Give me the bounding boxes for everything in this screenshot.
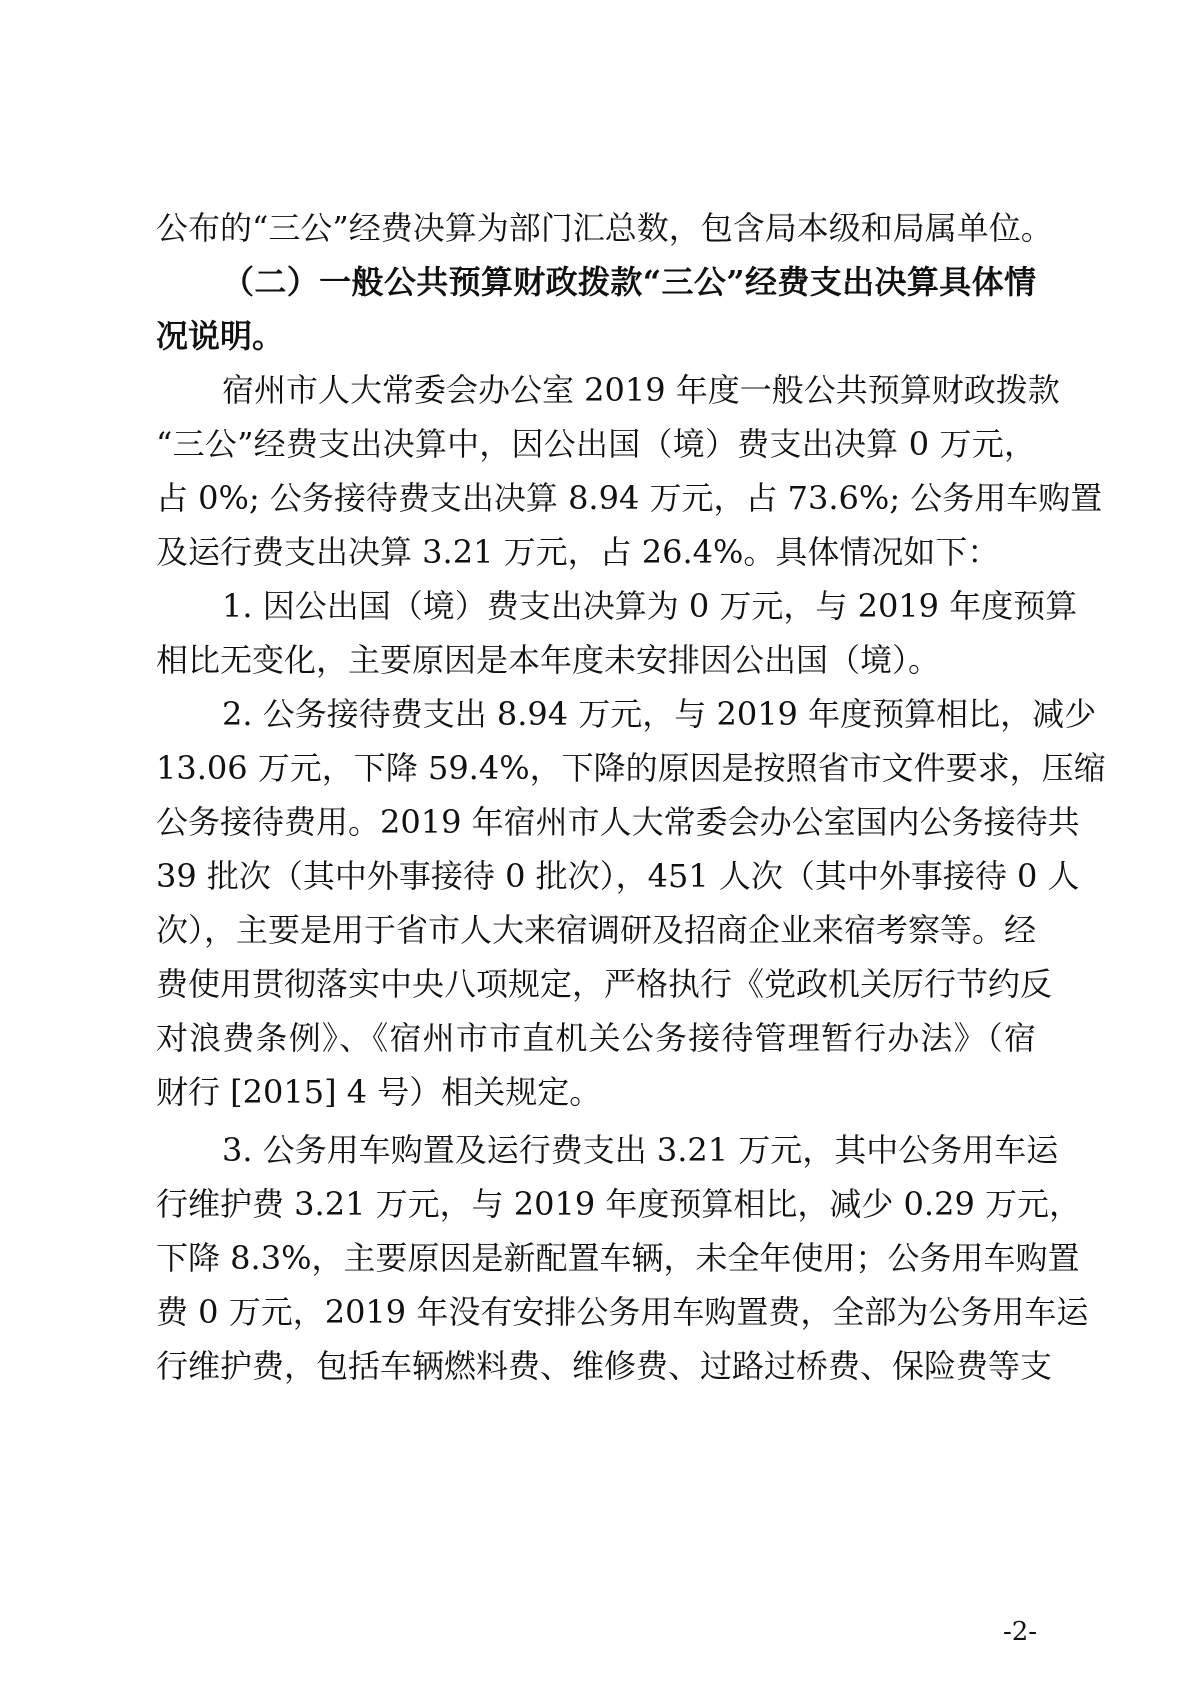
paragraph-line-5: “三公”经费支出决算中，因公出国（境）费支出决算 0 万元， <box>156 425 1036 463</box>
paragraph-line-1: 公布的“三公”经费决算为部门汇总数，包含局本级和局属单位。 <box>156 209 1053 247</box>
list-item-2-line-1: 2. 公务接待费支出 8.94 万元，与 2019 年度预算相比，减少 <box>222 695 1097 733</box>
list-item-2-line-2: 13.06 万元，下降 59.4%，下降的原因是按照省市文件要求，压缩 <box>156 749 1106 787</box>
list-item-3-line-4: 费 0 万元，2019 年没有安排公务用车购置费，全部为公务用车运 <box>156 1293 1089 1331</box>
list-item-2-line-7: 对浪费条例》、《宿州市市直机关公务接待管理暂行办法》（宿 <box>156 1019 1036 1057</box>
list-item-3-line-3: 下降 8.3%，主要原因是新配置车辆，未全年使用；公务用车购置 <box>156 1239 1080 1277</box>
paragraph-line-7: 及运行费支出决算 3.21 万元，占 26.4%。具体情况如下： <box>156 533 1000 571</box>
list-item-3-line-1: 3. 公务用车购置及运行费支出 3.21 万元，其中公务用车运 <box>222 1131 1059 1169</box>
list-item-2-line-3: 公务接待费用。2019 年宿州市人大常委会办公室国内公务接待共 <box>156 803 1080 841</box>
list-item-2-line-5: 次），主要是用于省市人大来宿调研及招商企业来宿考察等。经 <box>156 911 1037 949</box>
paragraph-line-6: 占 0%; 公务接待费支出决算 8.94 万元，占 73.6%; 公务用车购置 <box>156 479 1103 517</box>
section-heading-line-2: 况说明。 <box>156 317 285 355</box>
list-item-2-line-4: 39 批次（其中外事接待 0 批次），451 人次（其中外事接待 0 人 <box>156 857 1080 895</box>
list-item-2-line-6: 费使用贯彻落实中央八项规定，严格执行《党政机关厉行节约反 <box>156 965 1053 1003</box>
list-item-3-line-5: 行维护费，包括车辆燃料费、维修费、过路过桥费、保险费等支 <box>156 1347 1053 1385</box>
list-item-2-line-8: 财行 [2015] 4 号）相关规定。 <box>156 1073 602 1111</box>
list-item-1-line-2: 相比无变化，主要原因是本年度未安排因公出国（境）。 <box>156 641 941 679</box>
list-item-1-line-1: 1. 因公出国（境）费支出决算为 0 万元，与 2019 年度预算 <box>222 587 1078 625</box>
paragraph-line-4: 宿州市人大常委会办公室 2019 年度一般公共预算财政拨款 <box>222 371 1060 409</box>
section-heading-line-1: （二）一般公共预算财政拨款“三公”经费支出决算具体情 <box>222 263 1036 301</box>
page-number: -2- <box>1002 1617 1038 1647</box>
list-item-3-line-2: 行维护费 3.21 万元，与 2019 年度预算相比，减少 0.29 万元， <box>156 1185 1081 1223</box>
